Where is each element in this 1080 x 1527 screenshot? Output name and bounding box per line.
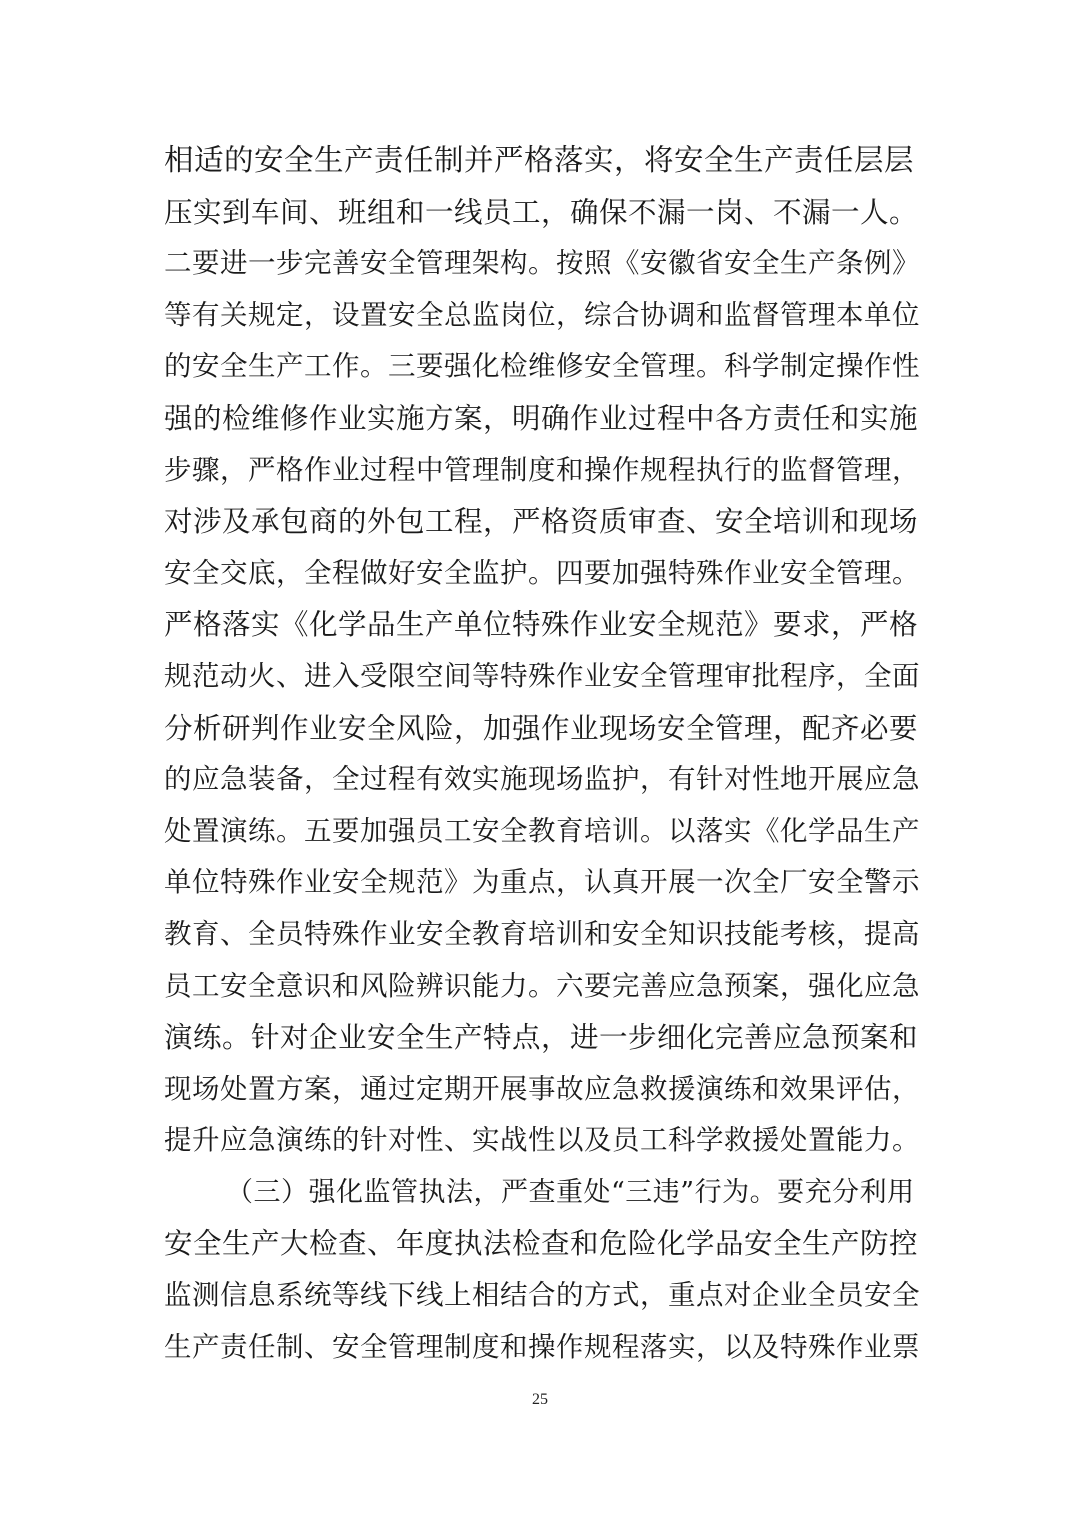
text-line: 压实到车间、班组和一线员工，确保不漏一岗、不漏一人。	[164, 195, 919, 229]
text-line: 的安全生产工作。三要强化检维修安全管理。科学制定操作性	[164, 350, 920, 383]
text-line: 处置演练。五要加强员工安全教育培训。以落实《化学品生产	[164, 814, 920, 847]
text-line: 生产责任制、安全管理制度和操作规程落实，以及特殊作业票	[164, 1330, 920, 1363]
text-line: 二要进一步完善安全管理架构。按照《安徽省安全生产条例》	[164, 247, 920, 280]
text-line: 规范动火、进入受限空间等特殊作业安全管理审批程序，全面	[164, 659, 920, 692]
text-line: 的应急装备，全过程有效实施现场监护，有针对性地开展应急	[164, 763, 920, 796]
page-number: 25	[532, 1391, 548, 1408]
text-line: 安全生产大检查、年度执法检查和危险化学品安全生产防控	[164, 1227, 919, 1261]
text-line: 步骤，严格作业过程中管理制度和操作规程执行的监督管理，	[164, 453, 920, 486]
text-line: 提升应急演练的针对性、实战性以及员工科学救援处置能力。	[164, 1124, 920, 1157]
text-line: 员工安全意识和风险辨识能力。六要完善应急预案，强化应急	[164, 969, 920, 1002]
text-line: 分析研判作业安全风险，加强作业现场安全管理，配齐必要	[164, 711, 919, 745]
text-line: 严格落实《化学品生产单位特殊作业安全规范》要求，严格	[164, 608, 919, 642]
text-line: 强的检维修作业实施方案，明确作业过程中各方责任和实施	[164, 401, 919, 435]
section-heading-line: （三）强化监管执法，严查重处“三违”行为。要充分利用	[226, 1176, 915, 1208]
text-line: 对涉及承包商的外包工程，严格资质审查、安全培训和现场	[164, 505, 919, 539]
text-line: 演练。针对企业安全生产特点，进一步细化完善应急预案和	[164, 1021, 919, 1055]
text-line: 相适的安全生产责任制并严格落实，将安全生产责任层层	[164, 143, 915, 177]
text-line: 等有关规定，设置安全总监岗位，综合协调和监督管理本单位	[164, 298, 920, 331]
text-line: 现场处置方案，通过定期开展事故应急救援演练和效果评估，	[164, 1072, 920, 1105]
text-line: 单位特殊作业安全规范》为重点，认真开展一次全厂安全警示	[164, 866, 920, 899]
text-line: 监测信息系统等线下线上相结合的方式，重点对企业全员安全	[164, 1279, 920, 1312]
text-line: 安全交底，全程做好安全监护。四要加强特殊作业安全管理。	[164, 556, 920, 589]
body-text	[164, 135, 924, 1373]
text-line: 教育、全员特殊作业安全教育培训和安全知识技能考核，提高	[164, 917, 920, 950]
